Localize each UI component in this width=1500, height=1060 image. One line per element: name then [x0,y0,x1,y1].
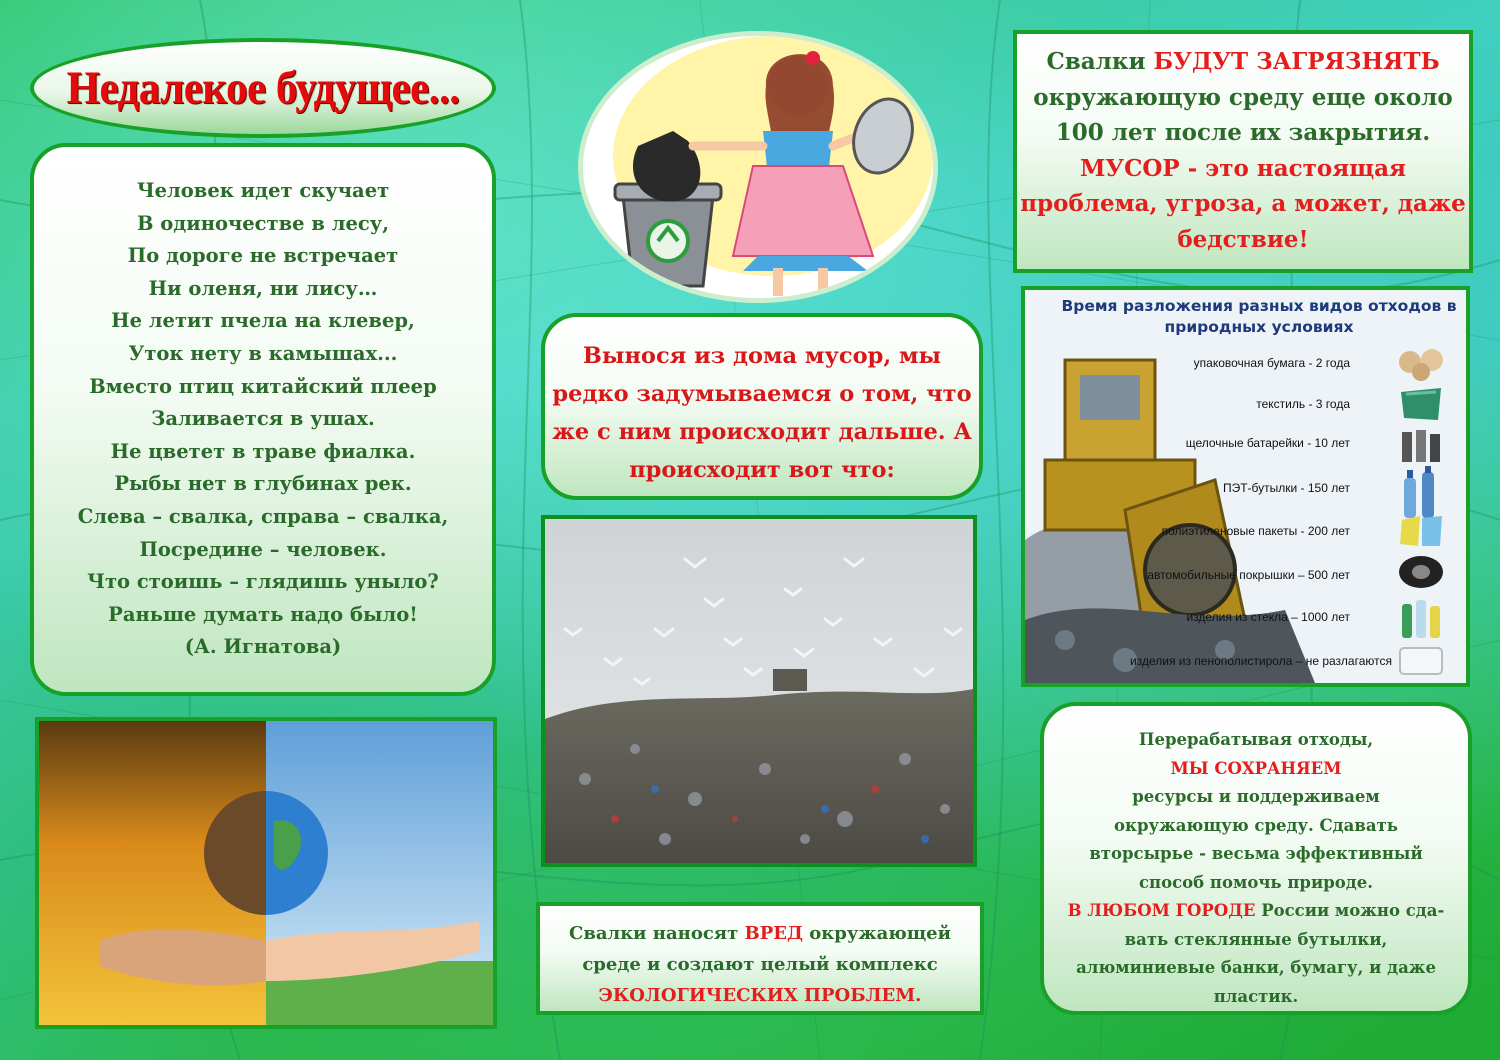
poem-line: Заливается в ушах. [151,407,375,431]
decomposition-item: щелочные батарейки - 10 лет [1185,436,1350,450]
poem-line: Вместо птиц китайский плеер [89,374,437,398]
decomposition-item: полиэтиленовые пакеты - 200 лет [1161,524,1350,538]
poem-line: Не цветет в траве фиалка. [110,439,416,463]
landfill-photo [541,515,977,867]
poem-line: В одиночестве в лесу, [136,211,390,235]
paper-icon [1396,342,1446,382]
poem-line: Ни оленя, ни лису… [148,276,378,300]
glass-bottle-icon [1396,590,1446,640]
textile-icon [1396,384,1446,424]
eco-problems-text: ЭКОЛОГИЧЕСКИХ ПРОБЛЕМ. [598,985,922,1006]
decomposition-item: упаковочная бумага - 2 года [1193,356,1350,370]
recycling-text-2: ресурсы и поддерживаем окружающую среду. Сдавать вторсырье - весьма эффективный способ помочь природе. [1089,787,1423,892]
recycling-text-1: Перерабатывая отходы, [1138,730,1374,749]
recycling-text-3: России можно сда-вать стеклянные бутылки, алюминиевые банки, бумагу, и даже пластик. [1076,901,1445,1006]
poem-line: Рыбы нет в глубинах рек. [114,472,412,496]
harm-text-2: окружающей среде и создают целый комплекс [582,923,951,975]
poem-line: Что стоишь – глядишь уныло? [87,570,439,594]
landfill-harm-panel [536,902,984,1015]
poem-line: Слева – свалка, справа – свалка, [77,504,449,528]
decomposition-item: автомобильные покрышки – 500 лет [1147,568,1350,582]
poem-line: По дороге не встречает [127,244,399,268]
earth-in-hands-photo [35,717,497,1029]
plastic-bag-icon [1396,510,1446,550]
recycling-emphasis: МЫ СОХРАНЯЕМ [1170,758,1342,778]
decomposition-item: ПЭТ-бутылки - 150 лет [1222,481,1350,495]
poem-panel [30,143,496,696]
decomposition-item: изделия из стекла – 1000 лет [1186,610,1350,624]
poem-line: Посредине – человек. [139,537,387,561]
girl-trash-illustration [578,31,938,303]
warning-text-1: Свалки [1046,48,1146,75]
poem-line: Человек идет скучает [136,179,390,202]
poem-line: Уток нету в камышах... [128,341,398,365]
page-title: Недалекое будущее... [66,62,460,114]
any-city-emphasis: В ЛЮБОМ ГОРОДЕ [1067,901,1256,920]
garbage-problem-text: МУСОР - это настоящая проблема, угроза, а может, даже бедствие! [1020,154,1466,253]
title-banner [30,38,496,138]
decomposition-item: текстиль - 3 года [1256,397,1350,411]
recycling-panel [1040,702,1472,1015]
landfill-warning-panel [1013,30,1473,273]
poem-author: (А. Игнатова) [184,635,342,659]
styrofoam-icon [1396,640,1446,680]
poem-line: Не летит пчела на клевер, [111,309,415,333]
poem-line: Раньше думать надо было! [108,602,418,626]
harm-emphasis: ВРЕД [744,923,803,944]
tire-icon [1396,552,1446,592]
warning-emphasis: БУДУТ ЗАГРЯЗНЯТЬ [1153,48,1440,75]
warning-text-2: окружающую среду еще около 100 лет после их закрытия. [1033,83,1453,146]
harm-text-1: Свалки наносят [569,923,739,944]
infographic-title: Время разложения разных видов отходов в природных условиях [1061,297,1457,336]
decomposition-item: изделия из пенополистирола – не разлагаются [1130,654,1392,668]
battery-icon [1396,426,1446,466]
decomposition-infographic [1021,286,1470,687]
intro-question-panel: Вынося из дома мусор, мы редко задумываемся о том, что же с ним происходит дальше. А происходит вот что: [541,313,983,500]
